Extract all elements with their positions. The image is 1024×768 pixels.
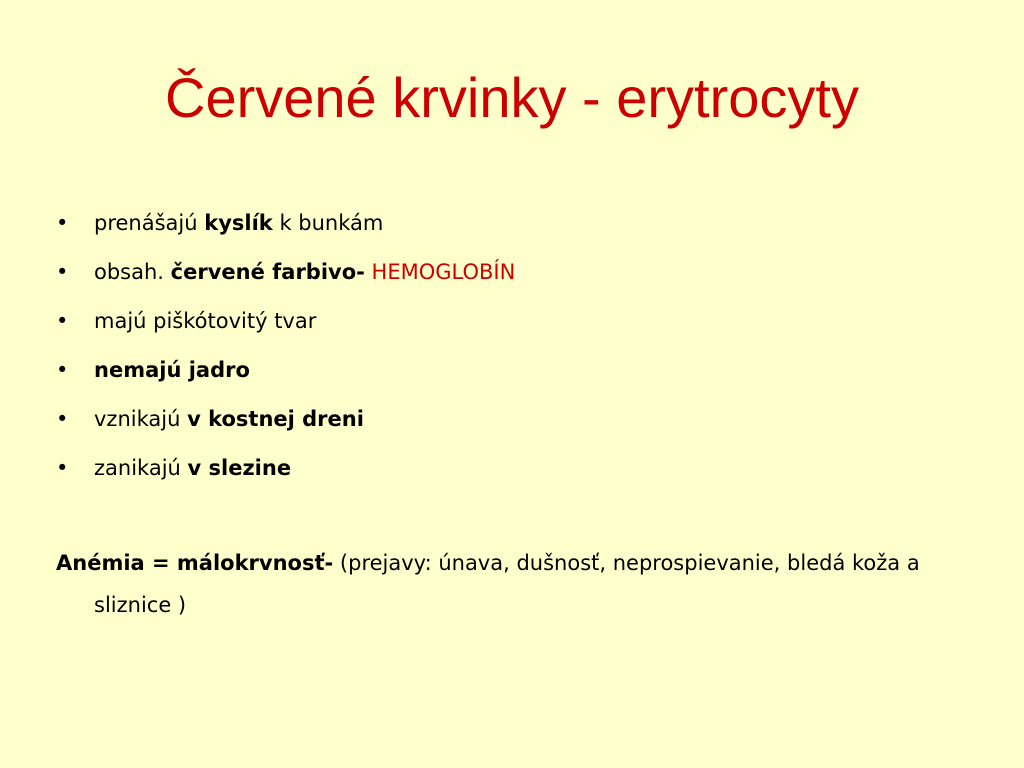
bullet-list — [56, 202, 956, 496]
bullet-item-destruction — [56, 447, 956, 496]
bullet-icon: • — [56, 407, 69, 431]
bullet-text-plain: zanikajú — [94, 456, 188, 480]
bullet-icon: • — [56, 309, 69, 333]
bullet-icon: • — [56, 358, 69, 382]
bullet-item-shape — [56, 300, 956, 349]
bullet-text — [94, 349, 250, 391]
bullet-text-bold: kyslík — [204, 211, 273, 235]
bullet-item-hemoglobin — [56, 251, 956, 300]
hemoglobin-highlight: HEMOGLOBÍN — [364, 260, 516, 284]
bullet-text — [94, 447, 291, 489]
bullet-icon: • — [56, 456, 69, 480]
bullet-text — [94, 202, 383, 244]
anemia-paragraph — [56, 542, 954, 626]
bullet-text-plain-after: k bunkám — [272, 211, 384, 235]
bullet-text-plain: obsah. — [94, 260, 171, 284]
anemia-term: Anémia = málokrvnosť- — [56, 551, 334, 575]
bullet-icon: • — [56, 211, 69, 235]
anemia-symptoms: (prejavy: únava, dušnosť, neprospievanie, bledá koža a sliznice ) — [94, 551, 920, 617]
bullet-text-bold: nemajú jadro — [94, 358, 250, 382]
bullet-text — [94, 300, 316, 342]
bullet-text-bold: v kostnej dreni — [187, 407, 364, 431]
bullet-text-plain: prenášajú — [94, 211, 205, 235]
slide-title: Červené krvinky - erytrocyty — [165, 66, 859, 129]
bullet-item-no-nucleus — [56, 349, 956, 398]
bullet-text-plain: majú piškótovitý tvar — [94, 309, 317, 333]
bullet-icon: • — [56, 260, 69, 284]
bullet-item-oxygen — [56, 202, 956, 251]
bullet-item-origin — [56, 398, 956, 447]
bullet-text — [94, 251, 515, 293]
bullet-text-bold: červené farbivo- — [170, 260, 365, 284]
bullet-text-plain: vznikajú — [94, 407, 188, 431]
bullet-text-bold: v slezine — [187, 456, 292, 480]
bullet-text — [94, 398, 364, 440]
